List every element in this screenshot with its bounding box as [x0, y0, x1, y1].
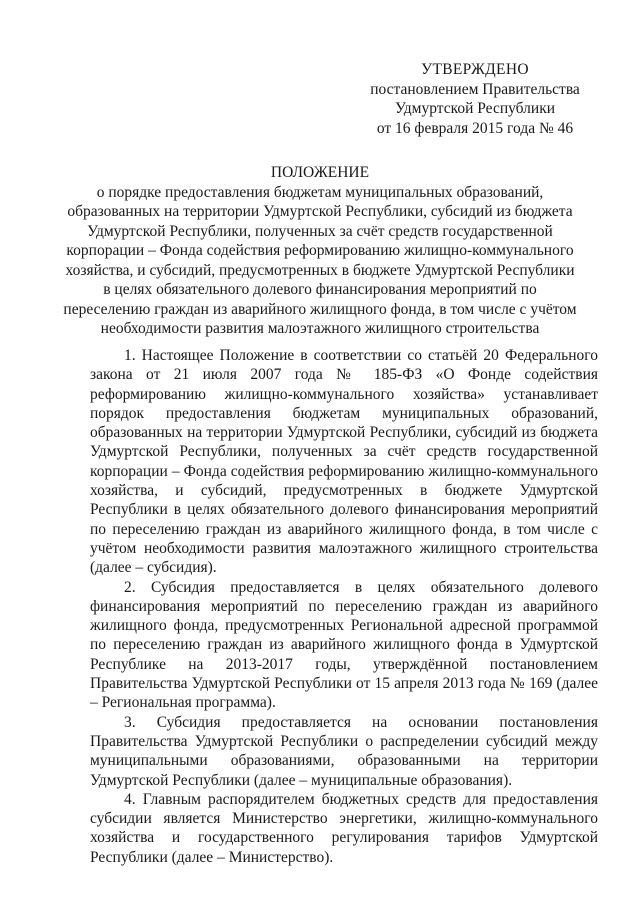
approval-stamp: [360, 60, 590, 138]
paragraph-1: 1. Настоящее Положение в соответствии со статьёй 20 Федерального закона от 21 июля 2007 года № 185-ФЗ «О Фонде содействия реформированию жилищно-коммунального хозяйства» устанавливает порядок предоставления бюджетам муниципальных образований, образованных на территории Удмуртской Республики, субсидий из бюджета Удмуртской Республики, полученных за счёт средств государственной корпорации – Фонда содействия реформированию жилищно-коммунального хозяйства, и субсидий, предусмотренных в бюджете Удмуртской Республики в целях обязательного долевого финансирования мероприятий по переселению граждан из аварийного жилищного фонда, в том числе с учётом необходимости развития малоэтажного жилищного строительства (далее – субсидия).: [90, 347, 598, 577]
document-title: ПОЛОЖЕНИЕ: [270, 164, 370, 181]
approval-line-3: от 16 февраля 2015 года № 46: [376, 119, 574, 137]
paragraph-3: 3. Субсидия предоставляется на основании постановления Правительства Удмуртской Республики о распределении субсидий между муниципальными образованиями, образованными на территории Удмуртской Республики (далее – муниципальные образования).: [90, 713, 598, 789]
approval-line-2: Удмуртской Республики: [394, 100, 556, 117]
document-subtitle: о порядке предоставления бюджетам муниципальных образований, образованных на территории Удмуртской Республики, субсидий из бюджета Удмуртской Республики, полученных за счёт средств государственной корпорации – Фонда содействия реформированию жилищно-коммунального хозяйства, и субсидий, предусмотренных в бюджете Удмуртской Республики в целях обязательного долевого финансирования мероприятий по переселению граждан из аварийного жилищного фонда, в том числе с учётом необходимости развития малоэтажного жилищного строительства: [63, 183, 577, 337]
document-heading: [60, 163, 580, 339]
document-body: [90, 346, 598, 867]
paragraph-2: 2. Субсидия предоставляется в целях обязательного долевого финансирования мероприятий по переселению граждан из аварийного жилищного фонда, предусмотренных Региональной адресной программой по переселению граждан из аварийного жилищного фонда в Удмуртской Республике на 2013-2017 годы, утверждённой постановлением Правительства Удмуртской Республики от 15 апреля 2013 года № 169 (далее – Региональная программа).: [90, 578, 598, 712]
approval-line-1: постановлением Правительства: [370, 80, 580, 98]
paragraph-4: 4. Главным распорядителем бюджетных средств для предоставления субсидии является Министерство энергетики, жилищно-коммунального хозяйства и государственного регулирования тарифов Удмуртской Республики (далее – Министерство).: [90, 790, 598, 866]
approval-label: УТВЕРЖДЕНО: [421, 61, 529, 78]
